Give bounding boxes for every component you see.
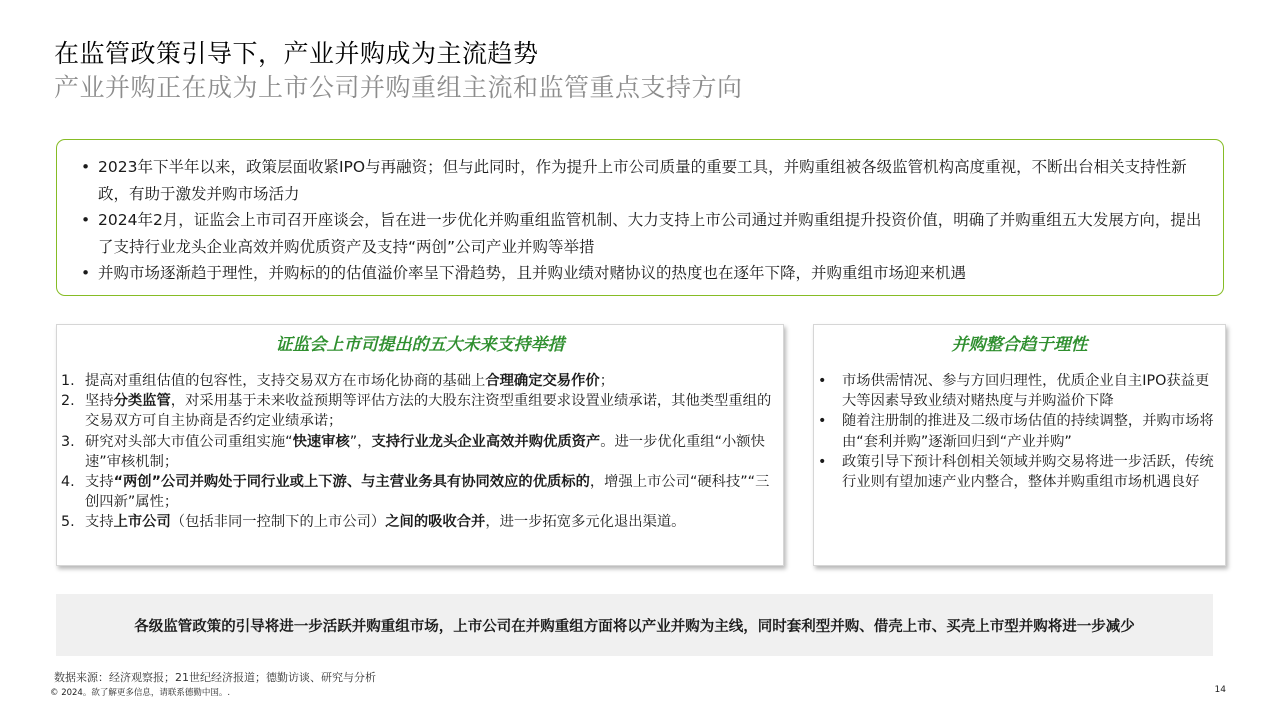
item-number: 4. bbox=[61, 474, 75, 491]
support-measure-item bbox=[61, 391, 773, 431]
support-measures-title: 证监会上市司提出的五大未来支持举措 bbox=[275, 335, 565, 355]
conclusion-banner: 各级监管政策的引导将进一步活跃并购重组市场，上市公司在并购重组方面将以产业并购为主线，同时套利型并购、借壳上市、买壳上市型并购将进一步减少 bbox=[56, 594, 1213, 656]
item-number: 1. bbox=[61, 373, 75, 389]
copyright-note: © 2024。欲了解更多信息，请联系德勤中国。. bbox=[50, 688, 231, 698]
item-text: ，进一步拓宽多元化退出渠道。 bbox=[485, 514, 686, 531]
item-text: 提高对重组估值的包容性，支持交易双方在市场化协商的基础上 bbox=[85, 373, 486, 389]
item-number: 5. bbox=[61, 514, 75, 531]
support-measures-list bbox=[57, 371, 783, 533]
key-point-item: • 2024年2月，证监会上市司召开座谈会，旨在进一步优化并购重组监管机制、大力支持上市公司通过并购重组提升投资价值，明确了并购重组五大发展方向，提出了支持行业龙头企业高效并购优质资产及支持“两创”公司产业并购等举措 bbox=[79, 207, 1205, 260]
support-measure-item bbox=[61, 512, 773, 532]
item-number: 3. bbox=[61, 433, 75, 450]
integration-item: • 政策引导下预计科创相关领域并购交易将进一步活跃，传统行业则有望加速产业内整合，整体并购重组市场机遇良好 bbox=[818, 452, 1215, 492]
key-points-box bbox=[56, 139, 1224, 296]
item-text: 研究对头部大市值公司重组实施“ bbox=[85, 433, 293, 450]
item-text: 支持 bbox=[85, 474, 114, 491]
support-measures-panel bbox=[56, 324, 784, 566]
page-title: 在监管政策引导下，产业并购成为主流趋势 bbox=[54, 39, 539, 68]
item-text: ”， bbox=[349, 433, 372, 450]
key-point-item: • 2023年下半年以来，政策层面收紧IPO与再融资；但与此同时，作为提升上市公司质量的重要工具，并购重组被各级监管机构高度重视，不断出台相关支持性新政，有助于激发并购市场活力 bbox=[79, 154, 1205, 207]
emphasis-text: 快速审核 bbox=[292, 433, 350, 450]
item-text: （包括非同一控制下的上市公司） bbox=[170, 514, 386, 531]
item-text: 。进一步优化重组“小额快速”审核机制； bbox=[85, 433, 765, 470]
emphasis-text: 上市公司 bbox=[113, 514, 171, 531]
emphasis-text: “两创”公司并购处于同行业或上下游、与主营业务具有协同效应的优质标的 bbox=[113, 474, 590, 491]
key-points-list bbox=[79, 154, 1205, 287]
integration-list bbox=[814, 371, 1225, 492]
item-text: ，对采用基于未来收益预期等评估方法的大股东注资型重组要求设置业绩承诺，其他类型重组的交易双方可自主协商是否约定业绩承诺； bbox=[85, 393, 772, 430]
item-text: 支持 bbox=[85, 514, 114, 531]
integration-item: • 随着注册制的推进及二级市场估值的持续调整，并购市场将由“套利并购”逐渐回归到“产业并购” bbox=[818, 411, 1215, 451]
page-subtitle: 产业并购正在成为上市公司并购重组主流和监管重点支持方向 bbox=[54, 73, 743, 102]
support-measure-item bbox=[61, 432, 773, 472]
support-measure-item bbox=[61, 472, 773, 512]
support-measure-item bbox=[61, 371, 773, 391]
item-number: 2. bbox=[61, 393, 75, 410]
item-text: ，增强上市公司“硬科技”“三创四新”属性； bbox=[85, 474, 770, 511]
emphasis-text: 之间的吸收合并 bbox=[385, 514, 486, 531]
emphasis-text: 支持行业龙头企业高效并购优质资产 bbox=[371, 433, 601, 450]
item-text: ； bbox=[599, 373, 614, 389]
integration-item: • 市场供需情况、参与方回归理性，优质企业自主IPO获益更大等因素导致业绩对赌热度与并购溢价下降 bbox=[818, 371, 1215, 411]
key-point-item: • 并购市场逐渐趋于理性，并购标的的估值溢价率呈下滑趋势，且并购业绩对赌协议的热度也在逐年下降，并购重组市场迎来机遇 bbox=[79, 260, 1205, 287]
item-text: 坚持 bbox=[85, 393, 114, 410]
page-number: 14 bbox=[1214, 685, 1226, 695]
integration-title: 并购整合趋于理性 bbox=[951, 335, 1088, 355]
emphasis-text: 分类监管 bbox=[113, 393, 171, 410]
data-source-note: 数据来源：经济观察报；21世纪经济报道；德勤访谈、研究与分析 bbox=[54, 671, 376, 684]
emphasis-text: 合理确定交易作价 bbox=[485, 373, 600, 389]
integration-panel bbox=[813, 324, 1226, 566]
